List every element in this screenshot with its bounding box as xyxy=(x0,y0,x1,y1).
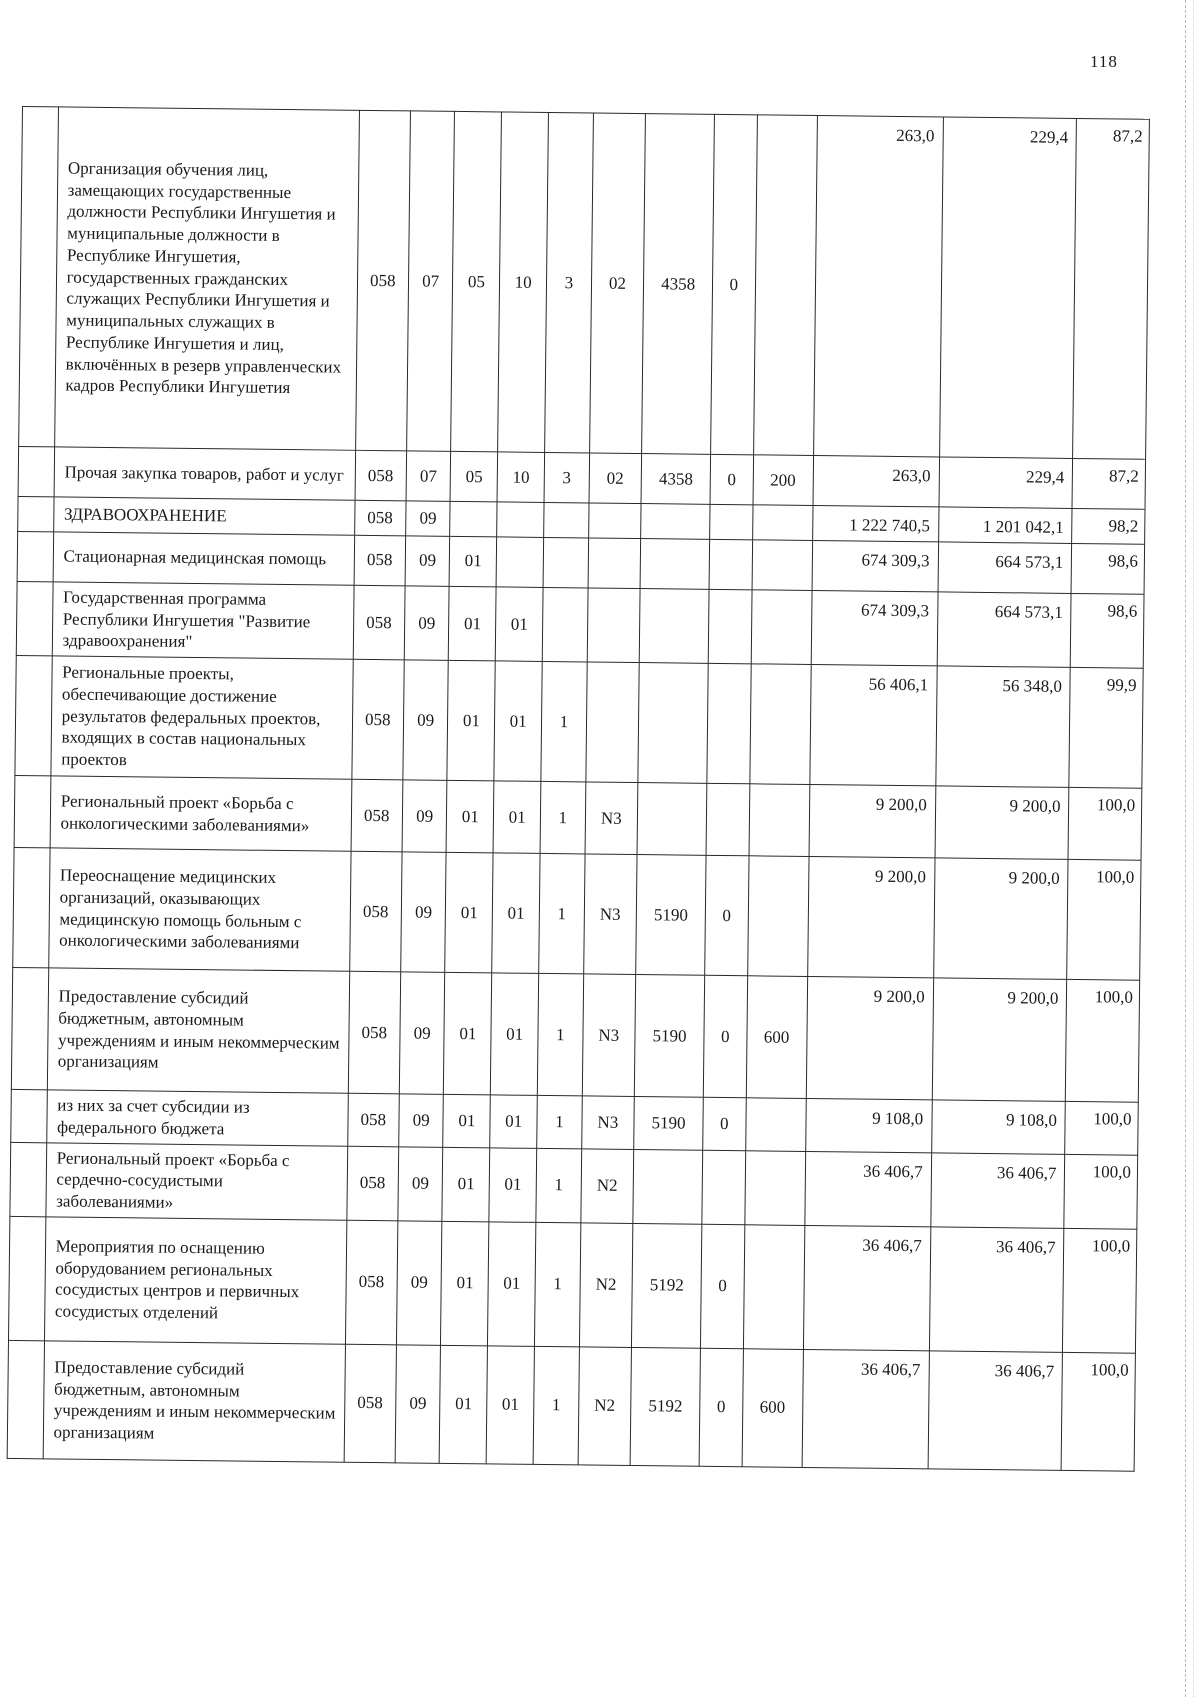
code-cell-c7 xyxy=(633,1149,703,1224)
planned-amount-cell: 263,0 xyxy=(813,116,943,457)
actual-amount-cell: 36 406,7 xyxy=(931,1152,1066,1228)
code-cell-c2: 09 xyxy=(398,1146,443,1221)
planned-amount-cell: 9 200,0 xyxy=(807,856,934,977)
code-cell-c9 xyxy=(743,1225,805,1350)
table-row xyxy=(16,581,1144,668)
code-cell-c8 xyxy=(707,663,751,783)
code-cell-c8 xyxy=(710,504,753,539)
code-cell-c5: 1 xyxy=(533,1346,579,1464)
code-cell-c2: 07 xyxy=(406,451,451,502)
actual-amount-cell: 9 200,0 xyxy=(935,786,1070,860)
code-cell-c2: 09 xyxy=(399,972,445,1094)
code-cell-c8: 0 xyxy=(701,1224,745,1348)
code-cell-c8: 0 xyxy=(699,1348,743,1466)
row-name-cell: Стационарная медицинская помощь xyxy=(53,532,355,585)
code-cell-c1: 058 xyxy=(354,535,406,586)
code-cell-c1: 058 xyxy=(349,851,402,972)
code-cell-c4: 01 xyxy=(491,973,539,1096)
code-cell-c3: 01 xyxy=(442,1147,490,1222)
code-cell-c9 xyxy=(751,590,812,665)
actual-amount-cell: 9 200,0 xyxy=(932,978,1067,1102)
actual-amount-cell: 229,4 xyxy=(939,457,1073,509)
row-name-cell: Предоставление субсидий бюджетным, автономным учреждениям и иным некоммерческим организациям xyxy=(47,968,349,1093)
code-cell-c6: 02 xyxy=(589,113,645,454)
actual-amount-cell: 229,4 xyxy=(939,117,1077,458)
code-cell-c9 xyxy=(747,856,809,977)
code-cell-c2: 07 xyxy=(407,111,455,451)
code-cell-c4: 01 xyxy=(486,1346,534,1465)
code-cell-c8: 0 xyxy=(705,855,749,975)
budget-table-container xyxy=(7,106,1150,1471)
code-cell-c5: 1 xyxy=(541,661,587,781)
row-name-cell: ЗДРАВООХРАНЕНИЕ xyxy=(53,497,354,535)
code-cell-c3: 01 xyxy=(447,660,495,781)
code-cell-c7 xyxy=(639,588,709,663)
code-cell-c7: 5190 xyxy=(634,975,704,1098)
code-cell-c6: N3 xyxy=(583,854,637,975)
row-marker-cell xyxy=(14,775,50,847)
actual-amount-cell: 36 406,7 xyxy=(929,1227,1064,1353)
code-cell-c3: 01 xyxy=(441,1221,489,1346)
actual-amount-cell: 664 573,1 xyxy=(938,542,1072,594)
execution-percent-cell: 100,0 xyxy=(1066,979,1140,1102)
code-cell-c1: 058 xyxy=(352,659,405,780)
code-cell-c6: N3 xyxy=(581,1096,634,1149)
code-cell-c5: 1 xyxy=(536,1148,581,1223)
code-cell-c9 xyxy=(753,115,817,456)
row-name-cell: Региональный проект «Борьба с онкологическими заболеваниями» xyxy=(50,776,352,851)
code-cell-c7 xyxy=(638,663,708,784)
code-cell-c7: 5192 xyxy=(632,1223,703,1348)
budget-table xyxy=(7,106,1150,1471)
actual-amount-cell: 56 348,0 xyxy=(936,666,1071,788)
planned-amount-cell: 56 406,1 xyxy=(810,664,937,785)
code-cell-c7 xyxy=(640,538,710,589)
code-cell-c2: 09 xyxy=(404,586,449,661)
code-cell-c4: 01 xyxy=(488,1222,536,1347)
code-cell-c1: 058 xyxy=(345,1220,398,1345)
code-cell-c7 xyxy=(637,783,707,856)
code-cell-c3 xyxy=(450,501,497,536)
code-cell-c5: 1 xyxy=(535,1222,581,1346)
code-cell-c1: 058 xyxy=(351,779,403,852)
row-marker-cell xyxy=(10,1142,46,1217)
planned-amount-cell: 1 222 740,5 xyxy=(812,505,938,541)
actual-amount-cell: 9 108,0 xyxy=(931,1100,1065,1154)
code-cell-c5: 3 xyxy=(545,112,593,452)
code-cell-c7: 5190 xyxy=(634,1097,704,1150)
code-cell-c6 xyxy=(586,662,640,783)
table-body xyxy=(7,107,1149,1471)
actual-amount-cell: 36 406,7 xyxy=(928,1351,1063,1471)
code-cell-c3: 01 xyxy=(440,1345,488,1464)
code-cell-c1: 058 xyxy=(347,1093,399,1146)
code-cell-c7 xyxy=(641,504,710,540)
code-cell-c9: 600 xyxy=(742,1349,804,1468)
row-name-cell: Прочая закупка товаров, работ и услуг xyxy=(54,447,356,500)
row-marker-cell xyxy=(16,581,52,656)
code-cell-c2: 09 xyxy=(403,660,449,780)
table-row xyxy=(8,1216,1136,1353)
row-name-cell: Государственная программа Республики Ингушетия "Развитие здравоохранения" xyxy=(52,582,354,660)
row-marker-cell xyxy=(19,107,59,447)
code-cell-c4: 01 xyxy=(489,1147,537,1222)
execution-percent-cell: 100,0 xyxy=(1068,787,1141,860)
code-cell-c5: 1 xyxy=(539,853,585,973)
code-cell-c9 xyxy=(752,540,813,591)
code-cell-c7: 4358 xyxy=(641,454,711,505)
code-cell-c8: 0 xyxy=(703,975,747,1097)
code-cell-c6: N2 xyxy=(581,1148,634,1223)
code-cell-c5: 1 xyxy=(540,781,585,854)
code-cell-c2: 09 xyxy=(402,780,447,853)
planned-amount-cell: 263,0 xyxy=(813,455,940,506)
execution-percent-cell: 98,6 xyxy=(1071,593,1144,668)
code-cell-c5 xyxy=(543,537,588,588)
planned-amount-cell: 674 309,3 xyxy=(812,540,939,591)
actual-amount-cell: 1 201 042,1 xyxy=(938,507,1072,543)
planned-amount-cell: 9 200,0 xyxy=(809,784,936,857)
code-cell-c7: 4358 xyxy=(642,114,715,455)
code-cell-c8 xyxy=(706,783,749,855)
table-row xyxy=(10,1142,1138,1229)
table-row xyxy=(14,775,1142,860)
code-cell-c1: 058 xyxy=(353,585,405,660)
code-cell-c1: 058 xyxy=(347,1146,399,1221)
code-cell-c9 xyxy=(752,505,813,540)
row-marker-cell xyxy=(8,1216,45,1340)
code-cell-c9 xyxy=(749,664,811,785)
code-cell-c3: 01 xyxy=(450,536,497,587)
row-marker-cell xyxy=(7,1340,44,1458)
code-cell-c6: N3 xyxy=(582,974,636,1097)
row-name-cell: Предоставление субсидий бюджетным, автономным учреждениям и иным некоммерческим организациям xyxy=(43,1341,345,1462)
scan-edge-line xyxy=(1192,0,1194,1697)
table-row xyxy=(7,1340,1135,1471)
code-cell-c1: 058 xyxy=(344,1344,397,1463)
row-marker-cell xyxy=(18,496,54,531)
row-name-cell: Организация обучения лиц, замещающих государственные должности Республики Ингушетия и муниципальные должности в Республике Ингушетия, государственных гражданских служащих Республики Ингушетия и муниципальных служащих в Республике Ингушетия и лиц, включённых в резерв управленческих кадров Республики Ингушетия xyxy=(54,107,359,450)
code-cell-c6: N2 xyxy=(579,1223,633,1348)
code-cell-c8: 0 xyxy=(710,454,753,504)
code-cell-c4 xyxy=(496,537,543,588)
code-cell-c8 xyxy=(709,539,752,589)
code-cell-c2: 09 xyxy=(405,536,450,587)
execution-percent-cell: 98,2 xyxy=(1072,508,1145,544)
planned-amount-cell: 9 200,0 xyxy=(806,976,933,1099)
code-cell-c3: 05 xyxy=(451,451,498,502)
code-cell-c6 xyxy=(588,538,641,589)
code-cell-c6 xyxy=(587,588,640,663)
row-marker-cell xyxy=(11,1089,47,1142)
table-row xyxy=(19,107,1150,460)
planned-amount-cell: 9 108,0 xyxy=(805,1098,932,1152)
code-cell-c5 xyxy=(544,502,589,537)
execution-percent-cell: 100,0 xyxy=(1063,1228,1137,1353)
table-row xyxy=(15,655,1143,788)
code-cell-c3: 01 xyxy=(447,780,495,853)
code-cell-c7: 5192 xyxy=(630,1347,700,1466)
code-cell-c2: 09 xyxy=(399,1094,444,1147)
execution-percent-cell: 100,0 xyxy=(1064,1154,1137,1229)
scan-edge-line xyxy=(1184,0,1186,1697)
code-cell-c9 xyxy=(749,784,810,857)
planned-amount-cell: 36 406,7 xyxy=(805,1151,932,1227)
code-cell-c4: 01 xyxy=(493,781,541,854)
execution-percent-cell: 87,2 xyxy=(1072,458,1145,509)
code-cell-c1: 058 xyxy=(355,450,407,501)
execution-percent-cell: 98,6 xyxy=(1071,543,1144,594)
execution-percent-cell: 100,0 xyxy=(1065,1101,1138,1154)
code-cell-c4: 10 xyxy=(498,112,549,453)
code-cell-c8 xyxy=(702,1150,745,1225)
code-cell-c9: 200 xyxy=(753,455,814,506)
row-marker-cell xyxy=(18,446,54,496)
table-row xyxy=(11,967,1139,1102)
code-cell-c8: 0 xyxy=(711,114,757,454)
code-cell-c2: 09 xyxy=(395,1345,441,1463)
page-number: 118 xyxy=(1090,52,1118,71)
execution-percent-cell: 87,2 xyxy=(1073,118,1149,459)
code-cell-c2: 09 xyxy=(401,852,447,972)
code-cell-c5 xyxy=(542,587,587,662)
code-cell-c9 xyxy=(745,1098,806,1151)
code-cell-c5: 1 xyxy=(537,973,583,1095)
code-cell-c1: 058 xyxy=(355,110,410,451)
row-marker-cell xyxy=(13,847,50,967)
code-cell-c6: N2 xyxy=(578,1347,632,1466)
code-cell-c2: 09 xyxy=(396,1221,442,1345)
code-cell-c1: 058 xyxy=(354,500,406,535)
code-cell-c9 xyxy=(744,1150,805,1225)
code-cell-c6: 02 xyxy=(589,453,642,504)
row-name-cell: Переоснащение медицинских организаций, оказывающих медицинскую помощь больным с онкологическими заболеваниями xyxy=(48,848,350,971)
code-cell-c1: 058 xyxy=(348,971,401,1094)
row-name-cell: из них за счет субсидии из федерального бюджета xyxy=(46,1090,348,1146)
code-cell-c4: 10 xyxy=(497,452,544,503)
code-cell-c8: 0 xyxy=(703,1097,746,1150)
code-cell-c3: 01 xyxy=(449,586,497,661)
row-marker-cell xyxy=(17,531,53,581)
actual-amount-cell: 664 573,1 xyxy=(937,592,1072,668)
code-cell-c3: 05 xyxy=(451,111,502,452)
execution-percent-cell: 100,0 xyxy=(1067,859,1141,980)
planned-amount-cell: 36 406,7 xyxy=(803,1225,930,1350)
row-marker-cell xyxy=(11,967,48,1089)
code-cell-c4: 01 xyxy=(490,1095,537,1148)
code-cell-c6 xyxy=(588,503,641,538)
code-cell-c4 xyxy=(497,502,544,537)
code-cell-c3: 01 xyxy=(443,1094,490,1147)
code-cell-c4: 01 xyxy=(492,853,540,974)
code-cell-c6: N3 xyxy=(585,782,638,855)
code-cell-c5: 3 xyxy=(544,452,589,503)
code-cell-c9: 600 xyxy=(746,976,808,1099)
code-cell-c2: 09 xyxy=(406,501,451,536)
planned-amount-cell: 36 406,7 xyxy=(802,1349,929,1468)
code-cell-c5: 1 xyxy=(537,1095,582,1148)
code-cell-c7: 5190 xyxy=(636,855,706,976)
row-marker-cell xyxy=(15,655,52,775)
table-row xyxy=(13,847,1141,980)
execution-percent-cell: 100,0 xyxy=(1062,1352,1136,1471)
code-cell-c8 xyxy=(708,589,751,664)
planned-amount-cell: 674 309,3 xyxy=(811,590,938,666)
row-name-cell: Мероприятия по оснащению оборудованием региональных сосудистых центров и первичных сосудистых отделений xyxy=(44,1217,346,1344)
row-name-cell: Региональные проекты, обеспечивающие достижение результатов федеральных проектов, входящих в состав национальных проектов xyxy=(51,656,353,779)
execution-percent-cell: 99,9 xyxy=(1069,667,1143,788)
actual-amount-cell: 9 200,0 xyxy=(933,858,1068,980)
code-cell-c4: 01 xyxy=(496,587,544,662)
code-cell-c3: 01 xyxy=(444,972,492,1095)
code-cell-c3: 01 xyxy=(445,852,493,973)
row-name-cell: Региональный проект «Борьба с сердечно-сосудистыми заболеваниями» xyxy=(46,1142,348,1220)
code-cell-c4: 01 xyxy=(494,661,542,782)
